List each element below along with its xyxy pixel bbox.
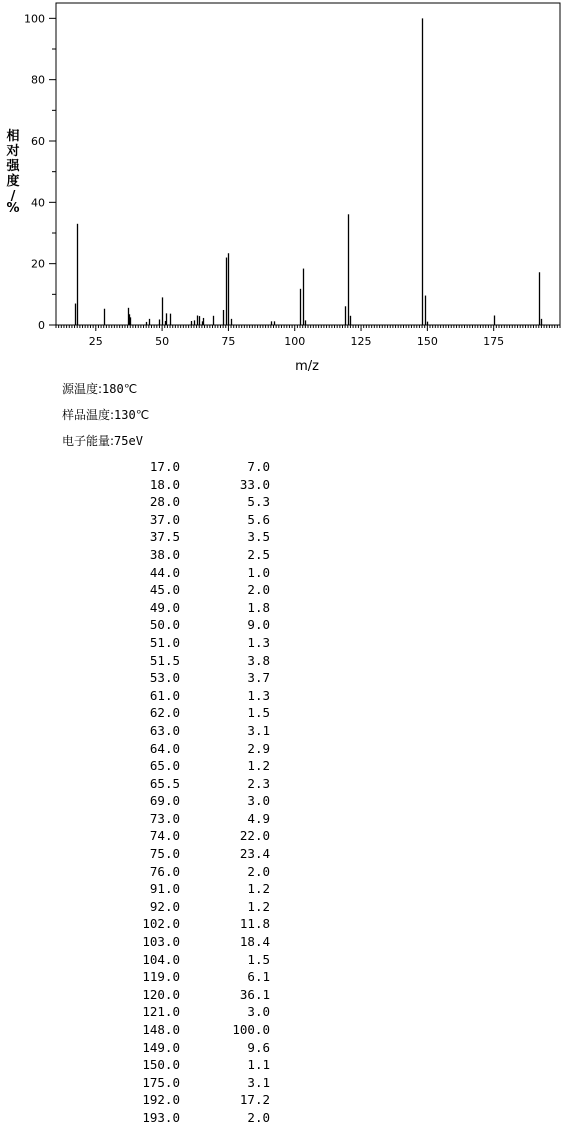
table-row <box>120 493 270 511</box>
table-row <box>120 1039 270 1057</box>
table-row <box>120 458 270 476</box>
table-row <box>120 581 270 599</box>
x-tick-label: 25 <box>88 335 103 348</box>
mz-value: 62.0 <box>149 705 180 721</box>
relative-intensity-value: 1.5 <box>247 705 270 721</box>
source-temperature-value: 180℃ <box>102 382 138 396</box>
mz-value: 75.0 <box>149 846 180 862</box>
mz-value: 45.0 <box>149 582 180 598</box>
relative-intensity-value: 23.4 <box>239 846 270 862</box>
y-axis-label <box>5 128 20 216</box>
mz-value: 63.0 <box>149 722 180 738</box>
table-row <box>120 511 270 529</box>
relative-intensity-value: 17.2 <box>239 1092 270 1108</box>
x-tick-label: 50 <box>155 335 170 348</box>
table-row <box>120 687 270 705</box>
table-row <box>120 546 270 564</box>
mz-value: 150.0 <box>142 1057 180 1073</box>
table-row <box>120 1109 270 1127</box>
table-row <box>120 775 270 793</box>
relative-intensity-value: 7.0 <box>247 459 270 474</box>
table-row <box>120 933 270 951</box>
table-row <box>120 634 270 652</box>
mz-value: 53.0 <box>149 670 180 686</box>
y-tick-label: 100 <box>24 12 45 26</box>
relative-intensity-value: 2.9 <box>247 740 270 756</box>
relative-intensity-value: 1.2 <box>247 881 270 897</box>
relative-intensity-value: 9.0 <box>247 617 270 633</box>
relative-intensity-value: 5.3 <box>247 494 270 510</box>
source-temperature-label: 源温度: <box>62 382 103 396</box>
chart-axes <box>56 3 560 325</box>
electron-energy-value: 75eV <box>114 434 143 448</box>
chart-ticks <box>24 12 560 348</box>
mz-value: 120.0 <box>142 986 180 1002</box>
mz-value: 65.0 <box>149 758 180 774</box>
table-row <box>120 652 270 670</box>
y-axis-label-char: / <box>10 189 16 204</box>
relative-intensity-value: 3.1 <box>247 722 270 738</box>
relative-intensity-value: 1.0 <box>247 564 270 580</box>
y-axis-label-char: 度 <box>6 174 20 189</box>
table-row <box>120 863 270 881</box>
relative-intensity-value: 3.8 <box>247 652 270 668</box>
table-row <box>120 827 270 845</box>
mz-value: 193.0 <box>142 1109 180 1125</box>
table-row <box>120 740 270 758</box>
table-row <box>120 915 270 933</box>
y-axis-label-char: 强 <box>6 159 20 174</box>
table-row <box>120 1021 270 1039</box>
relative-intensity-value: 1.1 <box>247 1057 270 1073</box>
mz-value: 148.0 <box>142 1022 180 1037</box>
mz-value: 121.0 <box>142 1004 180 1020</box>
table-row <box>120 1003 270 1021</box>
table-row <box>120 476 270 494</box>
x-axis-label: m/z <box>295 359 319 374</box>
relative-intensity-value: 22.0 <box>239 828 270 844</box>
mz-value: 104.0 <box>142 951 180 967</box>
table-row <box>120 792 270 810</box>
table-row <box>120 1056 270 1074</box>
mass-spectrum-chart <box>0 0 570 380</box>
table-row <box>120 968 270 986</box>
y-axis-label-char: 相 <box>6 129 20 144</box>
relative-intensity-value: 1.3 <box>247 634 270 650</box>
table-row <box>120 722 270 740</box>
chart-peaks <box>76 18 542 325</box>
table-row <box>120 845 270 863</box>
x-tick-label: 150 <box>416 335 438 348</box>
relative-intensity-value: 2.5 <box>247 546 270 562</box>
sample-temperature-label: 样品温度: <box>62 408 115 422</box>
plot-frame <box>56 3 560 325</box>
table-row <box>120 528 270 546</box>
peak-table <box>120 458 270 1127</box>
relative-intensity-value: 9.6 <box>247 1039 270 1055</box>
mz-value: 73.0 <box>149 810 180 826</box>
mz-value: 50.0 <box>149 617 180 633</box>
mz-value: 149.0 <box>142 1039 180 1055</box>
mz-value: 51.0 <box>149 634 180 650</box>
mz-value: 74.0 <box>149 828 180 844</box>
mz-value: 119.0 <box>142 969 180 985</box>
mz-value: 69.0 <box>149 793 180 809</box>
mz-value: 64.0 <box>149 740 180 756</box>
mz-value: 91.0 <box>149 881 180 897</box>
relative-intensity-value: 1.8 <box>247 599 270 615</box>
relative-intensity-value: 3.0 <box>247 793 270 809</box>
source-temperature <box>62 380 137 397</box>
relative-intensity-value: 1.2 <box>247 898 270 914</box>
relative-intensity-value: 2.0 <box>247 1109 270 1125</box>
electron-energy-label: 电子能量: <box>62 434 115 448</box>
x-tick-label: 125 <box>350 335 372 348</box>
mz-value: 65.5 <box>149 775 180 791</box>
table-row <box>120 599 270 617</box>
relative-intensity-value: 100.0 <box>232 1022 270 1037</box>
sample-temperature <box>62 406 149 423</box>
mz-value: 37.5 <box>149 529 180 545</box>
mz-value: 38.0 <box>149 546 180 562</box>
mz-value: 92.0 <box>149 898 180 914</box>
relative-intensity-value: 6.1 <box>247 969 270 985</box>
relative-intensity-value: 2.0 <box>247 863 270 879</box>
table-row <box>120 704 270 722</box>
x-tick-label: 75 <box>221 335 236 348</box>
relative-intensity-value: 5.6 <box>247 511 270 527</box>
mz-value: 76.0 <box>149 863 180 879</box>
y-tick-label: 0 <box>38 319 45 332</box>
y-tick-label: 80 <box>31 73 45 87</box>
table-row <box>120 898 270 916</box>
table-row <box>120 951 270 969</box>
electron-energy <box>62 432 143 449</box>
mz-value: 28.0 <box>149 494 180 510</box>
mz-value: 18.0 <box>149 476 180 492</box>
relative-intensity-value: 18.4 <box>239 934 270 950</box>
mz-value: 49.0 <box>149 599 180 615</box>
x-tick-label: 175 <box>483 335 505 348</box>
mz-value: 61.0 <box>149 687 180 703</box>
relative-intensity-value: 33.0 <box>239 476 270 492</box>
relative-intensity-value: 3.1 <box>247 1074 270 1090</box>
table-row <box>120 880 270 898</box>
table-row <box>120 1091 270 1109</box>
mz-value: 102.0 <box>142 916 180 932</box>
mz-value: 37.0 <box>149 511 180 527</box>
mz-value: 175.0 <box>142 1074 180 1090</box>
mz-value: 51.5 <box>149 652 180 668</box>
relative-intensity-value: 3.5 <box>247 529 270 545</box>
y-tick-label: 40 <box>31 196 45 210</box>
relative-intensity-value: 1.2 <box>247 758 270 774</box>
relative-intensity-value: 3.0 <box>247 1004 270 1020</box>
table-row <box>120 810 270 828</box>
y-tick-label: 20 <box>31 257 45 271</box>
mz-value: 103.0 <box>142 934 180 950</box>
x-tick-label: 100 <box>284 335 306 348</box>
mz-value: 192.0 <box>142 1092 180 1108</box>
table-row <box>120 986 270 1004</box>
y-tick-label: 60 <box>31 135 45 148</box>
mz-value: 17.0 <box>149 459 180 474</box>
relative-intensity-value: 3.7 <box>247 670 270 686</box>
relative-intensity-value: 36.1 <box>239 986 270 1002</box>
y-axis-label-char: 对 <box>6 144 20 159</box>
relative-intensity-value: 2.3 <box>247 775 270 791</box>
table-row <box>120 669 270 687</box>
relative-intensity-value: 1.3 <box>247 687 270 703</box>
table-row <box>120 564 270 582</box>
sample-temperature-value: 130℃ <box>114 408 150 422</box>
relative-intensity-value: 11.8 <box>239 916 270 932</box>
mz-value: 44.0 <box>149 564 180 580</box>
table-row <box>120 616 270 634</box>
relative-intensity-value: 2.0 <box>247 582 270 598</box>
relative-intensity-value: 4.9 <box>247 810 270 826</box>
y-axis-label-char: % <box>6 201 20 216</box>
relative-intensity-value: 1.5 <box>247 951 270 967</box>
table-row <box>120 1074 270 1092</box>
table-row <box>120 757 270 775</box>
